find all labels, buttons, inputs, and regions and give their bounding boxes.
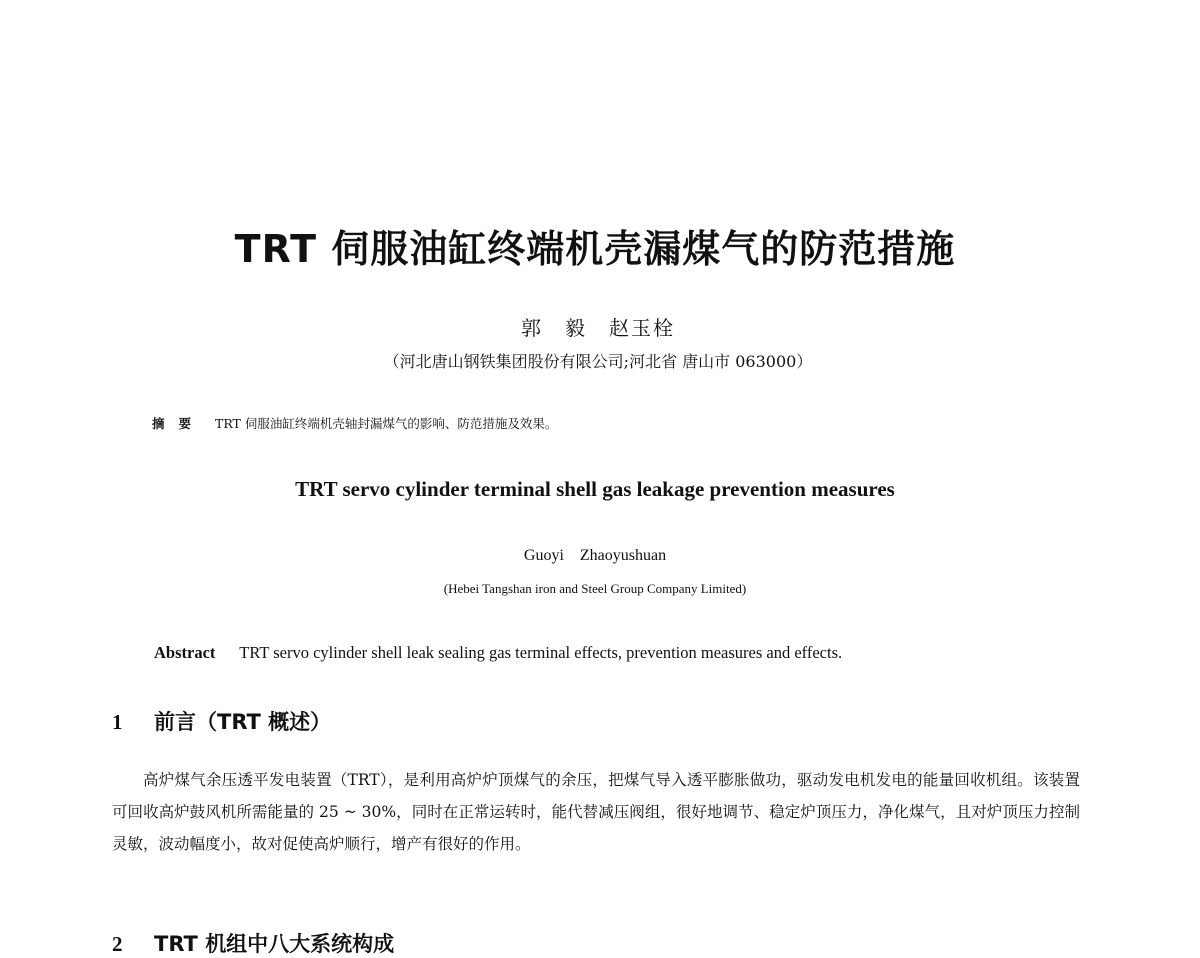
affiliation-en: (Hebei Tangshan iron and Steel Group Company Limited) [443,581,747,596]
section-title: TRT 机组中八大系统构成 [154,932,395,956]
abstract-en-label: Abstract [154,643,216,662]
affiliation-cn: （河北唐山钢铁集团股份有限公司;河北省 唐山市 063000） [383,352,813,371]
abstract-en-text: TRT servo cylinder shell leak sealing gas terminal effects, prevention measures and effects. [239,643,843,662]
section-heading-1 [112,706,331,736]
section-number: 2 [112,932,123,956]
abstract-cn-label: 摘要 [152,416,206,431]
section-title: 前言（TRT 概述） [154,710,332,734]
section-number: 1 [112,710,123,734]
abstract-cn [152,414,557,432]
section-heading-2 [112,928,394,958]
authors-cn: 郭 毅 赵玉栓 [521,316,675,340]
section-1-paragraph: 高炉煤气余压透平发电装置（TRT），是利用高炉炉顶煤气的余压，把煤气导入透平膨胀做功，驱动发电机发电的能量回收机组。该装置可回收高炉鼓风机所需能量的 25 ~ 30%，同时在正常运转时，能代替减压阀组，很好地调节、稳定炉顶压力，净化煤气，且对炉顶压力控制灵敏，波动幅度小，故对促使高炉顺行，增产有很好的作用。 [112,771,1080,853]
paper-title-en: TRT servo cylinder terminal shell gas leakage prevention measures [295,477,895,501]
abstract-cn-text: TRT 伺服油缸终端机壳轴封漏煤气的影响、防范措施及效果。 [215,416,558,431]
paper-title-cn: TRT 伺服油缸终端机壳漏煤气的防范措施 [234,227,956,271]
abstract-en [154,643,842,663]
authors-en: Guoyi Zhaoyushuan [523,547,667,564]
